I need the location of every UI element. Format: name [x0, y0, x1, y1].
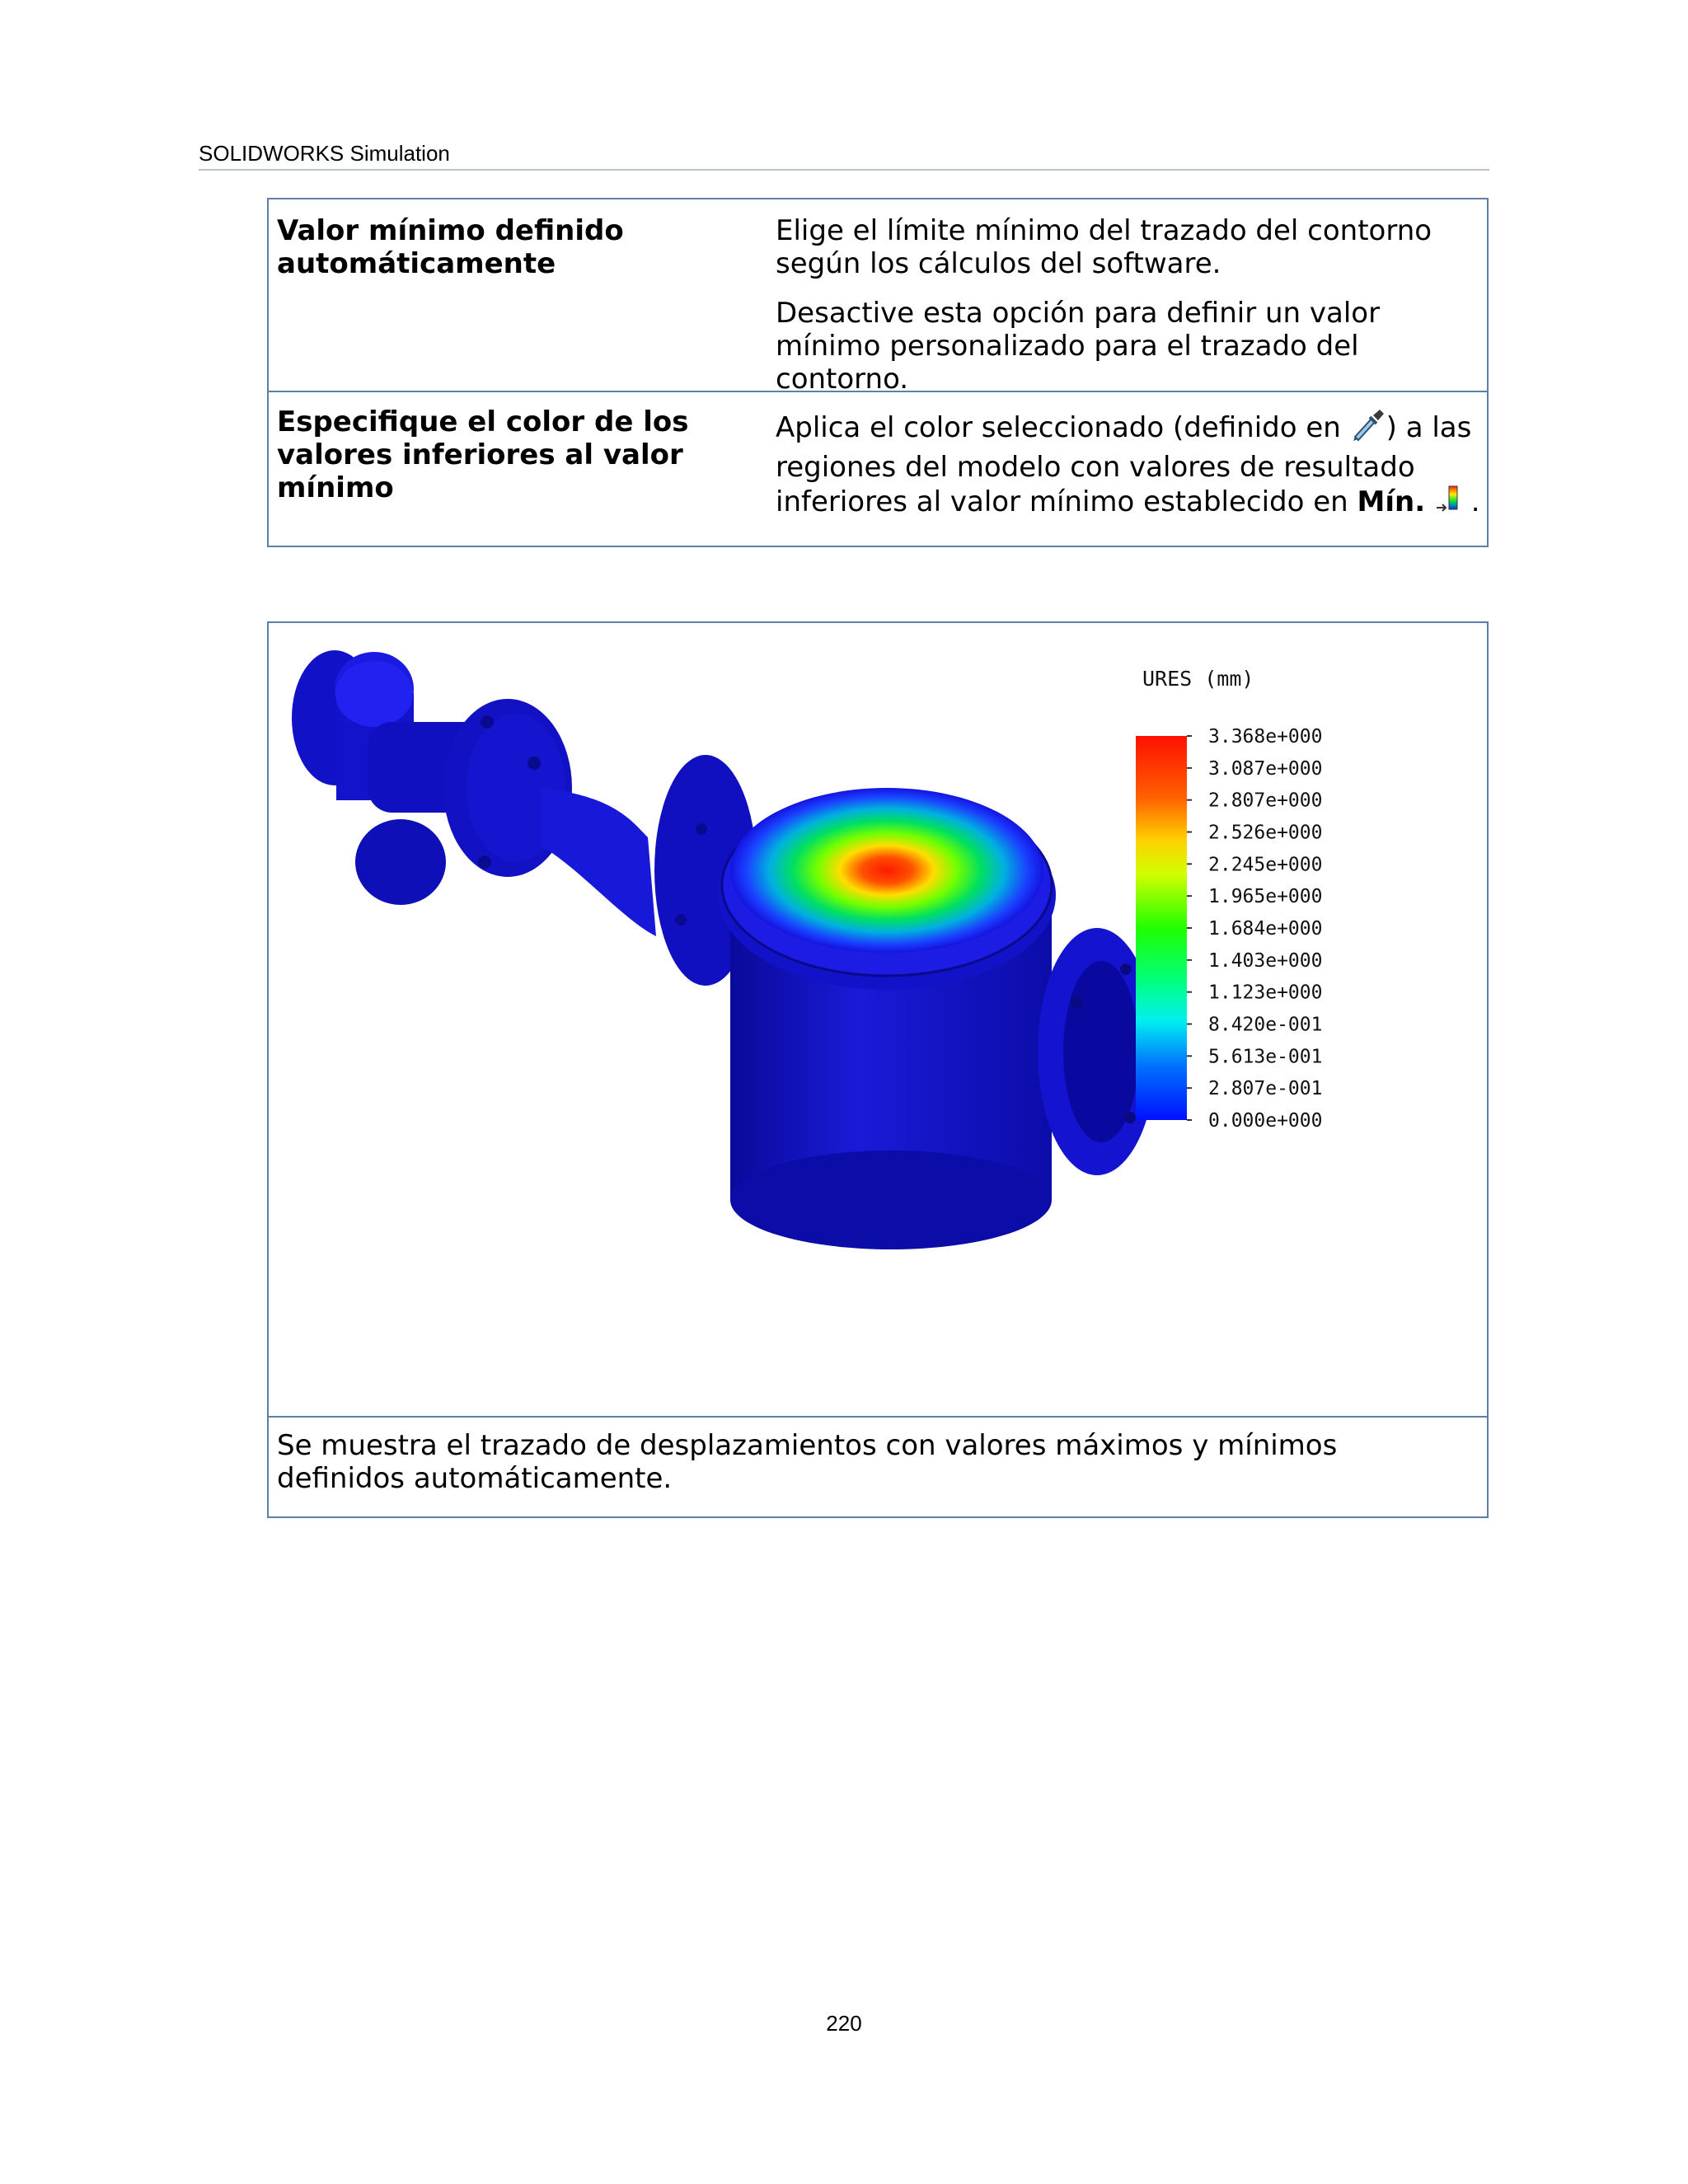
- row-term: Especifique el color de los valores inferiores al valor mínimo: [277, 405, 689, 504]
- running-header: SOLIDWORKS Simulation: [199, 141, 450, 166]
- legend-tick-label: 3.087e+000: [1208, 757, 1323, 780]
- legend-title: URES (mm): [1142, 667, 1254, 691]
- legend-tick-label: 1.123e+000: [1208, 982, 1323, 1004]
- displacement-hotspot: [730, 788, 1043, 953]
- table-row: [269, 199, 1487, 396]
- legend-tick-label: 0.000e+000: [1208, 1110, 1323, 1132]
- min-legend-icon: [1434, 485, 1462, 524]
- displacement-plot-svg: [269, 623, 1487, 1414]
- legend-tick-label: 2.807e+000: [1208, 790, 1323, 812]
- figure-caption: Se muestra el trazado de desplazamientos con valores máximos y mínimos definidos automáticamente.: [277, 1429, 1338, 1495]
- desc-text: Aplica el color seleccionado (definido en: [776, 411, 1350, 444]
- page-number: 220: [826, 2011, 862, 2036]
- header-rule: [199, 169, 1489, 171]
- simulation-plot: [269, 623, 1487, 1418]
- legend-tick-label: 2.245e+000: [1208, 854, 1323, 876]
- legend-tick-label: 2.807e-001: [1208, 1078, 1323, 1100]
- properties-table: [267, 198, 1489, 547]
- min-label: Mín.: [1357, 485, 1426, 518]
- row-term: Valor mínimo definido automáticamente: [277, 214, 624, 280]
- color-legend-bar: [1136, 736, 1187, 1120]
- legend-tick-label: 5.613e-001: [1208, 1046, 1323, 1068]
- legend-tick-label: 3.368e+000: [1208, 726, 1323, 748]
- legend-tick-label: 2.526e+000: [1208, 822, 1323, 844]
- eyedropper-icon: [1350, 407, 1386, 450]
- legend-tick-label: 8.420e-001: [1208, 1014, 1323, 1036]
- figure-table: [267, 621, 1489, 1518]
- table-row: [269, 391, 1487, 546]
- desc-text: .: [1461, 485, 1480, 518]
- desc-text: ) a las regiones del modelo con valores de resultado inferiores al valor mínimo establecido en: [776, 411, 1472, 518]
- row-description: Elige el límite mínimo del trazado del contorno según los cálculos del software.: [776, 214, 1432, 280]
- row-description: [776, 407, 1484, 524]
- row-description: Desactive esta opción para definir un valor mínimo personalizado para el trazado del contorno.: [776, 297, 1381, 396]
- legend-tick-label: 1.403e+000: [1208, 949, 1323, 972]
- legend-tick-label: 1.965e+000: [1208, 886, 1323, 908]
- legend-tick-label: 1.684e+000: [1208, 918, 1323, 940]
